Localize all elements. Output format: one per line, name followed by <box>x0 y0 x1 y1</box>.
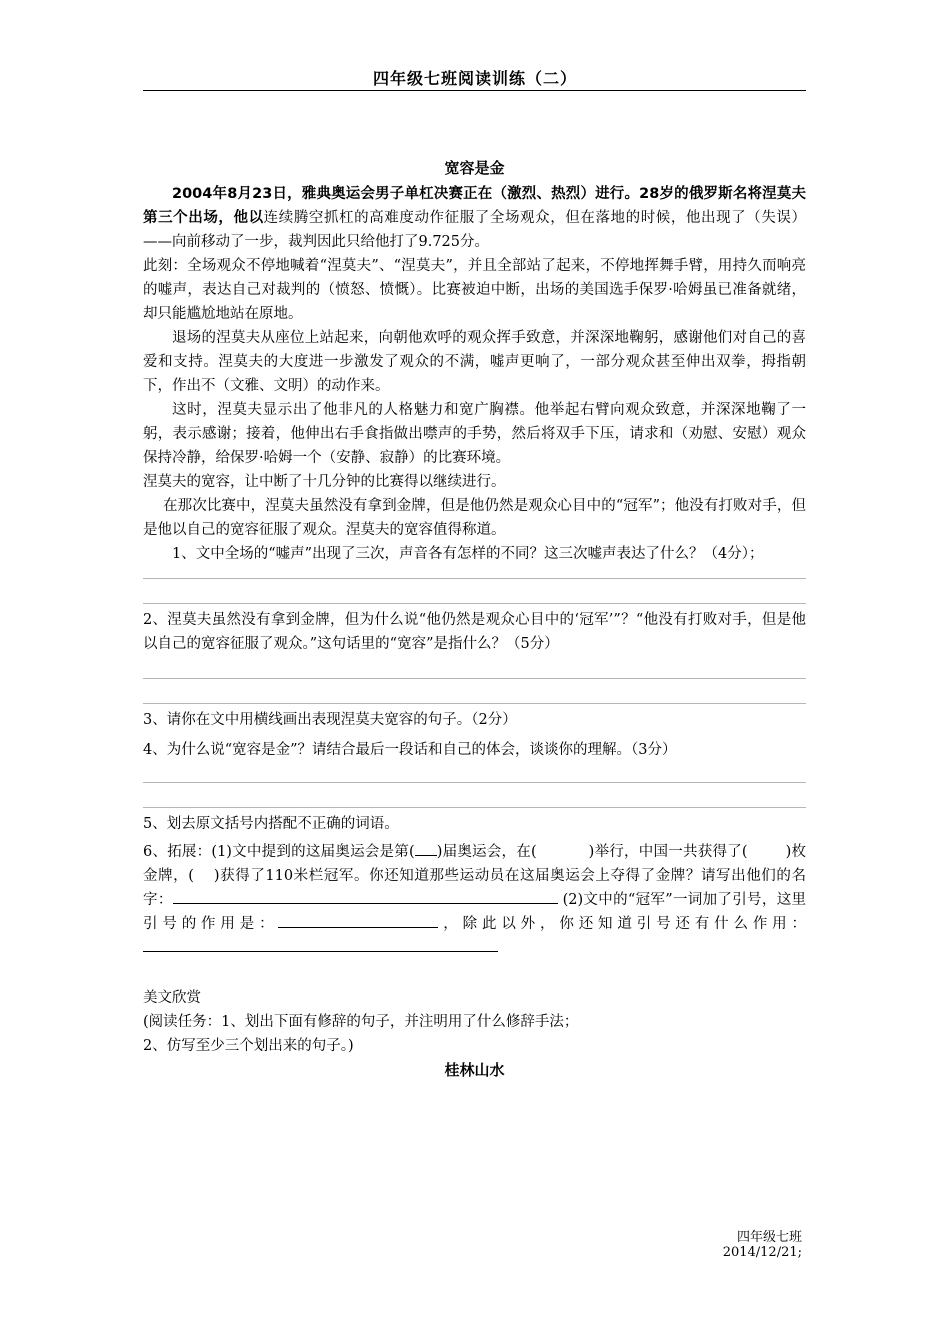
footer-class: 四年级七班 <box>736 1230 802 1245</box>
article-paragraph-2: 此刻：全场观众不停地喊着“涅莫夫”、“涅莫夫”，并且全部站了起来，不停地挥舞手臂，用持久而响亮的嘘声，表达自己对裁判的（愤怒、愤慨）。比赛被迫中断，出场的美国选手保罗·哈姆虽已准备就绪，却只能尴尬地站在原地。 <box>143 258 806 322</box>
footer-date: 2014/12/21; <box>722 1245 802 1260</box>
footer <box>723 1230 802 1260</box>
answer-line[interactable] <box>143 566 806 579</box>
blank-field[interactable] <box>278 927 438 928</box>
header-rule <box>143 90 806 91</box>
article-paragraph-5: 涅莫夫的宽容，让中断了十几分钟的比赛得以继续进行。 <box>143 474 506 490</box>
blank-field[interactable] <box>143 951 498 952</box>
question-1: 1、文中全场的“嘘声”出现了三次，声音各有怎样的不同？这三次嘘声表达了什么？（4分）； <box>172 546 764 562</box>
p1-bold-text: 2004年8月23日，雅典奥运会男子单杠决赛正在（激烈、热烈）进行。28岁的俄罗斯名将涅莫夫第三个出场，他以 <box>143 186 806 226</box>
question-6: 6、拓展：(1)文中提到的这届奥运会是第( )届奥运会，在( )举行，中国一共获得了( )枚金牌，( )获得了110米栏冠军。你还知道那些运动员在这届奥运会上夺得了金牌？请写出他们的名字： (2)文中的“冠军”一词加了引号，这里引号的作用是： ，除此以外，你还知道引号还有什么作用： <box>143 840 806 960</box>
blank-field[interactable] <box>415 855 437 856</box>
answer-line[interactable] <box>143 679 806 704</box>
header-title: 四年级七班阅读训练（二） <box>372 69 577 88</box>
answer-line[interactable] <box>143 783 806 808</box>
appreciation-title: 桂林山水 <box>444 1061 505 1079</box>
question-4: 4、为什么说“宽容是金”？请结合最后一段话和自己的体会，谈谈你的理解。（3分） <box>143 742 677 758</box>
article-title: 宽容是金 <box>444 159 505 177</box>
question-5: 5、划去原文括号内搭配不正确的词语。 <box>143 816 399 832</box>
article-paragraph-4: 这时，涅莫夫显示出了他非凡的人格魅力和宽广胸襟。他举起右臂向观众致意，并深深地鞠了一躬，表示感谢；接着，他伸出右手食指做出噤声的手势，然后将双手下压，请求和（劝慰、安慰）观众保持冷静，给保罗·哈姆一个（安静、寂静）的比赛环境。 <box>143 402 806 466</box>
p1-text: 连续腾空抓杠的高难度动作征服了全场观众，但在落地的时候，他出现了（失误）——向前移动了一步，裁判因此只给他打了9.725分。 <box>143 210 807 250</box>
article-paragraph-6: 在那次比赛中，涅莫夫虽然没有拿到金牌，但是他仍然是观众心目中的“冠军”；他没有打败对手，但是他以自己的宽容征服了观众。涅莫夫的宽容值得称道。 <box>143 498 806 538</box>
answer-line[interactable] <box>143 656 806 679</box>
article-paragraph-3: 退场的涅莫夫从座位上站起来，向朝他欢呼的观众挥手致意，并深深地鞠躬，感谢他们对自己的喜爱和支持。涅莫夫的大度进一步激发了观众的不满，嘘声更响了，一部分观众甚至伸出双拳，拇指朝下，作出不（文雅、文明）的动作来。 <box>143 330 806 394</box>
article-paragraph-1 <box>143 182 806 254</box>
answer-line[interactable] <box>143 579 806 604</box>
question-2: 2、涅莫夫虽然没有拿到金牌，但为什么说“他仍然是观众心目中的‘冠军’”？“他没有打败对手，但是他以自己的宽容征服了观众。”这句话里的“宽容”是指什么？（5分） <box>143 612 806 652</box>
appreciation-task-1: (阅读任务：1、划出下面有修辞的句子，并注明用了什么修辞手法； <box>143 1014 579 1030</box>
answer-line[interactable] <box>143 762 806 783</box>
blank-field[interactable] <box>173 903 558 904</box>
document-body <box>143 156 806 1084</box>
question-3: 3、请你在文中用横线画出表现涅莫夫宽容的句子。（2分） <box>143 712 517 728</box>
appreciation-heading: 美文欣赏 <box>143 990 201 1006</box>
appreciation-task-2: 2、仿写至少三个划出来的句子。) <box>143 1038 354 1054</box>
